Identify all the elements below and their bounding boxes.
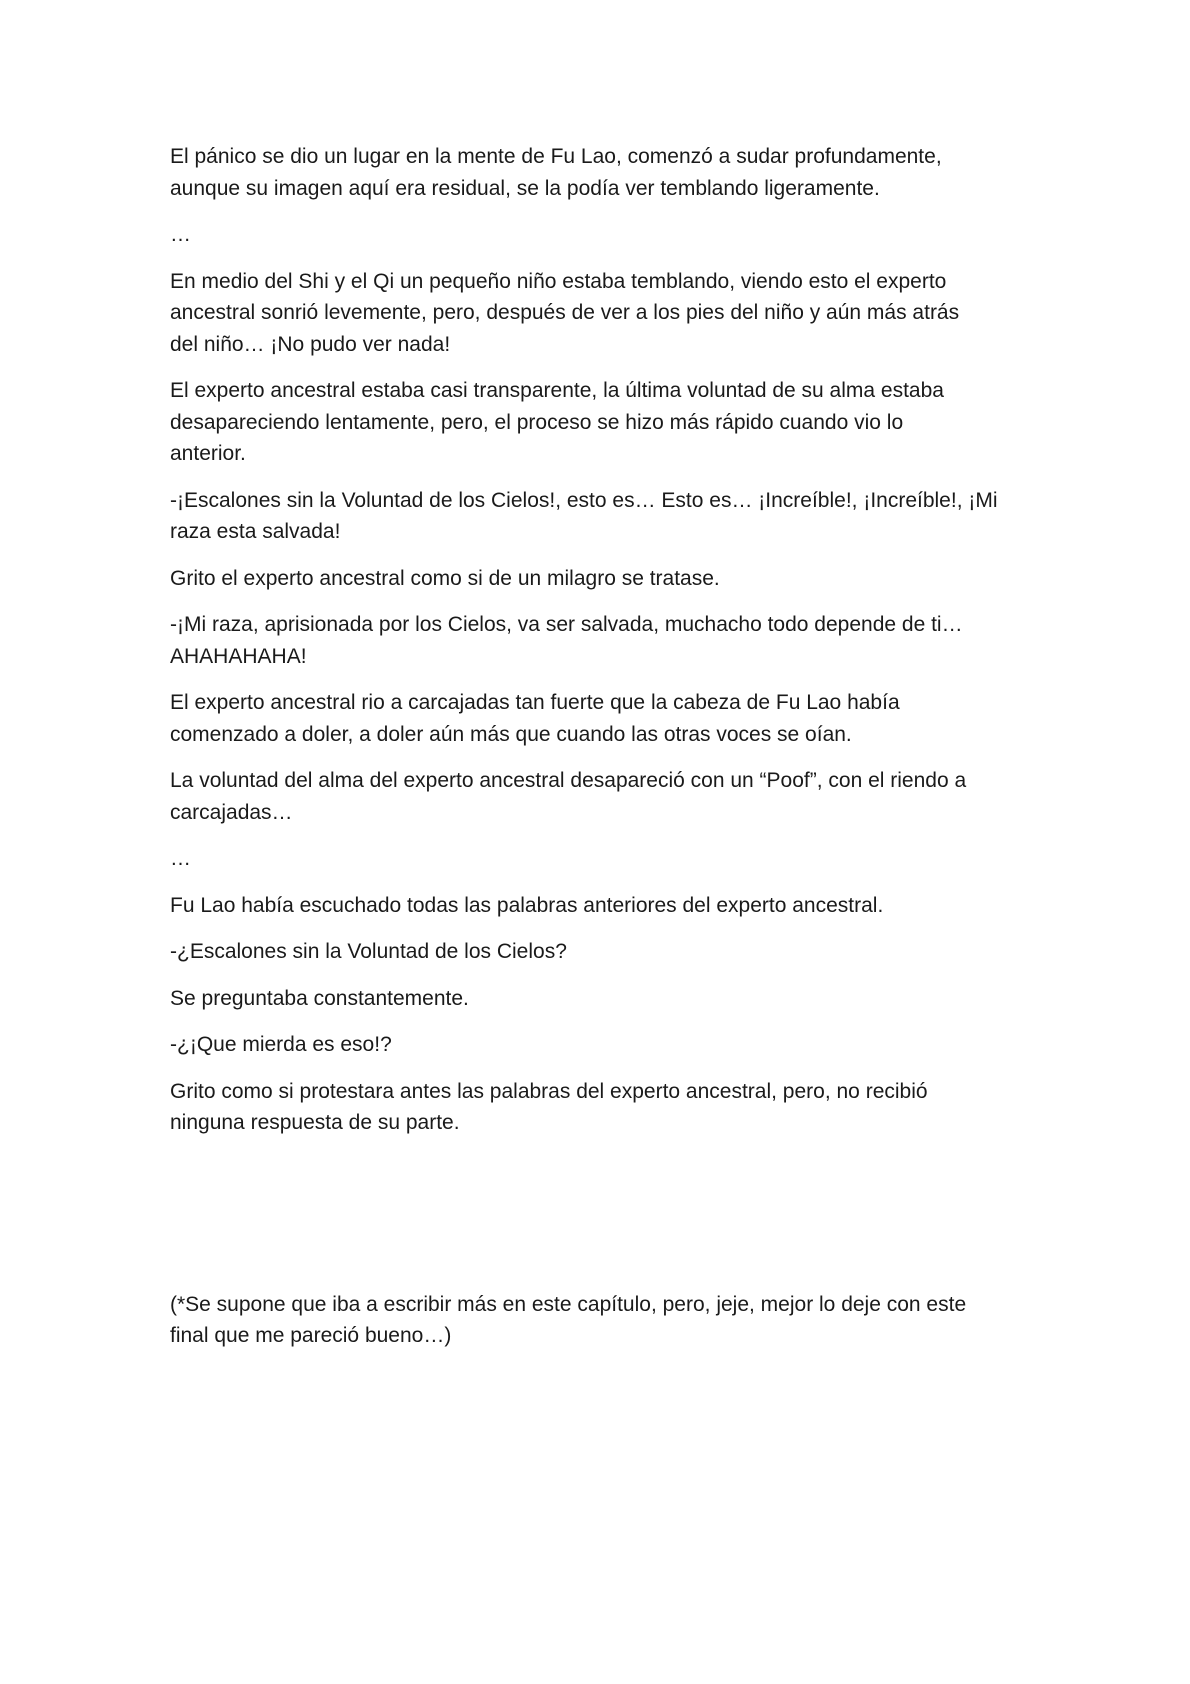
blank-space <box>170 1154 1030 1289</box>
text-line: Grito como si protestara antes las palabras del experto ancestral, pero, no recibió <box>170 1079 928 1103</box>
dialogue-paragraph <box>170 1029 1030 1061</box>
text-line: El experto ancestral estaba casi transparente, la última voluntad de su alma estaba <box>170 379 944 402</box>
text-line: El pánico se dio un lugar en la mente de Fu Lao, comenzó a sudar profundamente, <box>170 145 942 168</box>
paragraph <box>170 141 1030 204</box>
text-line: … <box>170 847 191 870</box>
text-line: … <box>170 223 191 246</box>
text-line: Fu Lao había escuchado todas las palabras anteriores del experto ancestral. <box>170 893 884 917</box>
paragraph <box>170 765 1030 828</box>
paragraph <box>170 375 1030 470</box>
text-line: desapareciendo lentamente, pero, el proceso se hizo más rápido cuando vio lo <box>170 410 904 434</box>
paragraph <box>170 890 1030 922</box>
paragraph <box>170 983 1030 1015</box>
text-line: raza esta salvada! <box>170 520 341 543</box>
paragraph <box>170 1076 1030 1139</box>
paragraph <box>170 687 1030 750</box>
text-line: -¿Escalones sin la Voluntad de los Cielos? <box>170 940 567 963</box>
text-line: del niño… ¡No pudo ver nada! <box>170 332 451 356</box>
dialogue-paragraph <box>170 936 1030 968</box>
paragraph <box>170 563 1030 595</box>
paragraph <box>170 266 1030 361</box>
text-line: (*Se supone que iba a escribir más en este capítulo, pero, jeje, mejor lo deje con este <box>170 1292 967 1316</box>
document-body <box>170 141 1030 1367</box>
text-line: -¡Mi raza, aprisionada por los Cielos, va ser salvada, muchacho todo depende de ti… <box>170 613 963 636</box>
text-line: aunque su imagen aquí era residual, se la podía ver temblando ligeramente. <box>170 176 880 200</box>
dialogue-paragraph <box>170 485 1030 548</box>
text-line: final que me pareció bueno…) <box>170 1324 452 1347</box>
author-note <box>170 1289 1030 1352</box>
scene-break <box>170 843 1030 875</box>
text-line: ninguna respuesta de su parte. <box>170 1111 460 1134</box>
text-line: La voluntad del alma del experto ancestral desapareció con un “Poof”, con el riendo a <box>170 769 967 792</box>
text-line: -¡Escalones sin la Voluntad de los Cielos!, esto es… Esto es… ¡Increíble!, ¡Increíble!, ¡Mi <box>170 488 998 512</box>
text-line: En medio del Shi y el Qi un pequeño niño estaba temblando, viendo esto el experto <box>170 269 947 293</box>
text-line: Grito el experto ancestral como si de un milagro se tratase. <box>170 566 720 590</box>
text-line: -¿¡Que mierda es eso!? <box>170 1033 392 1056</box>
text-line: Se preguntaba constantemente. <box>170 986 469 1010</box>
text-line: El experto ancestral rio a carcajadas tan fuerte que la cabeza de Fu Lao había <box>170 691 900 714</box>
text-line: AHAHAHAHA! <box>170 644 307 668</box>
scene-break <box>170 219 1030 251</box>
text-line: ancestral sonrió levemente, pero, después de ver a los pies del niño y aún más atrás <box>170 301 960 324</box>
text-line: anterior. <box>170 442 246 465</box>
dialogue-paragraph <box>170 609 1030 672</box>
text-line: comenzado a doler, a doler aún más que cuando las otras voces se oían. <box>170 722 852 746</box>
text-line: carcajadas… <box>170 800 293 824</box>
